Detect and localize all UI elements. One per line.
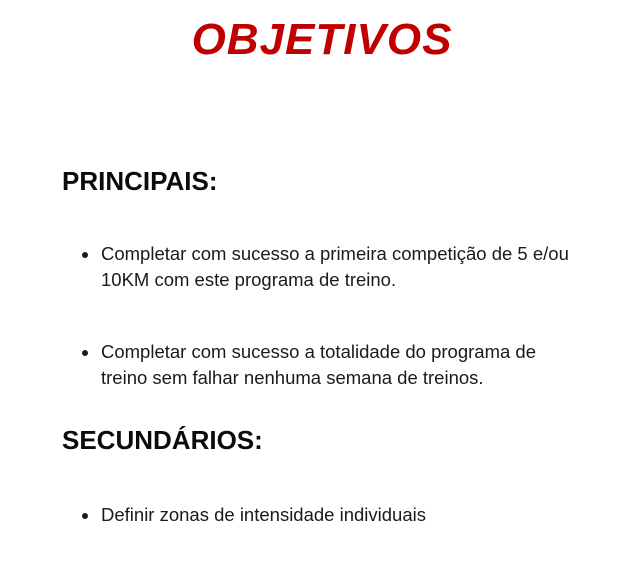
list-item-text: Definir zonas de intensidade individuais (101, 504, 426, 525)
list-item (62, 502, 572, 528)
list-item (62, 241, 572, 293)
page-title: OBJETIVOS (191, 15, 453, 64)
list-item-text: Completar com sucesso a totalidade do programa de treino sem falhar nenhuma semana de treinos. (101, 341, 536, 388)
principais-list (62, 241, 572, 391)
list-item (62, 339, 572, 391)
list-item-text: Completar com sucesso a primeira competição de 5 e/ou 10KM com este programa de treino. (101, 243, 569, 290)
secundarios-list (62, 502, 572, 528)
section-heading-principais: PRINCIPAIS: (62, 166, 218, 196)
bullet-icon (82, 252, 88, 258)
section-heading-secundarios: SECUNDÁRIOS: (62, 425, 263, 455)
bullet-icon (82, 350, 88, 356)
bullet-icon (82, 513, 88, 519)
